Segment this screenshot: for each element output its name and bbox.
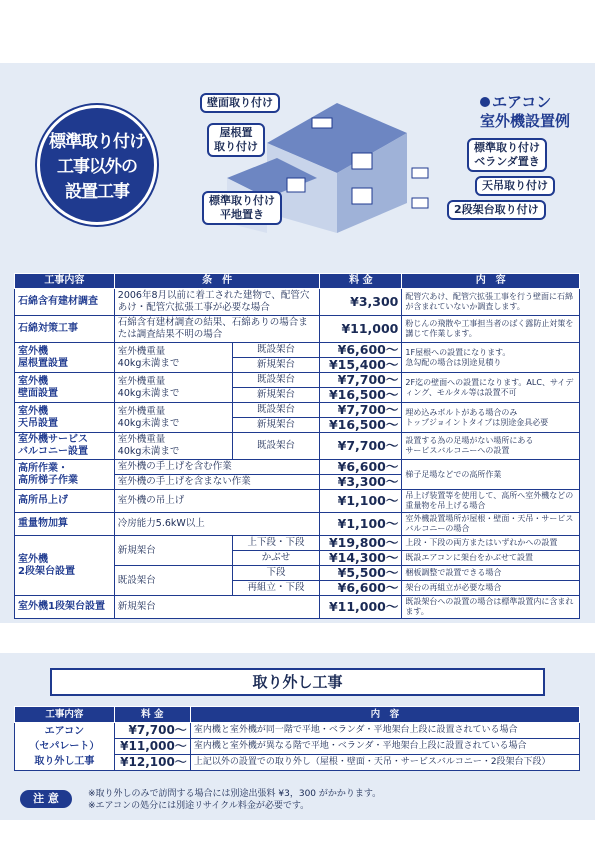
row-sub: 既設架台 [232,343,320,358]
row-desc: 配管穴あけ、配管穴拡張工事を行う壁面に石綿が含まれていないか調査します。 [402,289,580,316]
row-sub: かぶせ [232,551,320,566]
row-desc: 2F迄の壁面への設置になります。ALC、サイディング、モルタル等は設置不可 [402,373,580,403]
table-row [15,536,580,551]
row-price: ¥11,000 [320,316,402,343]
row-condition: 室外機重量 40kg未満まで [114,343,232,373]
row-price: ¥3,300 [320,289,402,316]
table-row [15,460,580,475]
header-item: 工事内容 [15,274,115,289]
row-price: ¥3,300～ [320,475,402,490]
header-content: 内 容 [190,707,579,723]
title-badge [37,105,157,225]
note-lines [88,788,381,812]
row-condition: 石綿含有建材調査の結果、石綿ありの場合または調査結果不明の場合 [114,316,320,343]
badge-line-3: 設置工事 [65,182,129,202]
table-row [15,289,580,316]
installation-fee-table [14,273,580,619]
table-row [15,596,580,619]
row-condition: 室外機の手上げを含まない作業 [114,475,320,490]
row-price: ¥1,100～ [320,513,402,536]
row-price: ¥1,100～ [320,490,402,513]
row-price: ¥11,000～ [320,596,402,619]
callout-standard-flat: 標準取り付け 平地置き [202,191,282,225]
row-price: ¥16,500～ [320,418,402,433]
row-condition: 室外機重量 40kg未満まで [114,373,232,403]
table-row [15,513,580,536]
table-header-row [15,707,580,723]
row-condition: 室外機重量 40kg未満まで [114,433,232,460]
row-price: ¥6,600～ [320,581,402,596]
row-condition: 冷房能力5.6kW以上 [114,513,320,536]
row-price: ¥5,500～ [320,566,402,581]
row-desc: 室外機設置場所が屋根・壁面・天吊・サービスバルコニーの場合 [402,513,580,536]
table-row [15,316,580,343]
row-price: ¥12,100～ [114,755,190,771]
row-desc: 上記以外の設置での取り外し（屋根・壁面・天吊・サービスバルコニー・2段架台下段） [190,755,579,771]
removal-panel [0,653,595,820]
note-line-2: ※エアコンの処分には別途リサイクル料金が必要です。 [88,801,310,811]
row-condition: 新規架台 [114,536,232,566]
row-item: 高所吊上げ [15,490,115,513]
row-price: ¥14,300～ [320,551,402,566]
row-condition: 既設架台 [114,566,232,596]
callout-two-stage: 2段架台取り付け [447,200,546,220]
badge-line-2: 工事以外の [57,157,137,177]
table-row [15,343,580,358]
header-price: 料 金 [320,274,402,289]
row-item: 室外機 2段架台設置 [15,536,115,596]
row-sub: 既設架台 [232,433,320,460]
row-desc: 既設エアコンに架台をかぶせて設置 [402,551,580,566]
row-price: ¥11,000～ [114,739,190,755]
removal-title: 取り外し工事 [50,668,545,696]
callout-standard-veranda: 標準取り付け ベランダ置き [467,138,547,172]
header-content: 内 容 [402,274,580,289]
row-item: 室外機 屋根置設置 [15,343,115,373]
row-price: ¥7,700～ [114,723,190,739]
row-price: ¥19,800～ [320,536,402,551]
row-desc: 室内機と室外機が同一階で平地・ベランダ・平地架台上段に設置されている場合 [190,723,579,739]
table-row [15,433,580,460]
row-price: ¥7,700～ [320,373,402,388]
removal-fee-table [14,706,580,771]
row-desc: 室内機と室外機が異なる階で平地・ベランダ・平地架台上段に設置されている場合 [190,739,579,755]
header-price: 料 金 [114,707,190,723]
row-item: 石綿含有建材調査 [15,289,115,316]
example-title-line-2: 室外機設置例 [480,112,571,130]
caution-badge: 注 意 [20,790,72,808]
example-title-line-1: エアコン [492,93,552,111]
header-item: 工事内容 [15,707,115,723]
table-header-row [15,274,580,289]
row-price: ¥7,700～ [320,433,402,460]
row-sub: 既設架台 [232,403,320,418]
row-price: ¥16,500～ [320,388,402,403]
row-desc: 粉じんの飛散や工事担当者のばく露防止対策を講じて作業します。 [402,316,580,343]
example-title [480,93,570,131]
row-item: 重量物加算 [15,513,115,536]
installation-panel [0,63,595,623]
row-sub: 新規架台 [232,358,320,373]
row-desc: 設置する為の足場がない場所にある サービスバルコニーへの設置 [402,433,580,460]
row-item: 高所作業・ 高所梯子作業 [15,460,115,490]
badge-line-1: 標準取り付け [49,132,145,152]
note-line-1: ※取り外しのみで訪問する場合には別途出張料 ¥3，300 がかかります。 [88,789,382,799]
row-sub: 再組立・下段 [232,581,320,596]
row-desc: 上段・下段の両方またはいずれかへの設置 [402,536,580,551]
row-sub: 新規架台 [232,418,320,433]
row-price: ¥6,600～ [320,460,402,475]
row-price: ¥15,400～ [320,358,402,373]
row-item: 石綿対策工事 [15,316,115,343]
row-price: ¥7,700～ [320,403,402,418]
bullet-icon [480,97,490,107]
row-desc: 既設架台への設置の場合は標準設置内に含まれます。 [402,596,580,619]
callout-ceiling: 天吊取り付け [475,176,555,196]
row-condition: 室外機の手上げを含む作業 [114,460,320,475]
row-condition: 室外機重量 40kg未満まで [114,403,232,433]
table-row [15,373,580,388]
row-desc: 埋め込みボルトがある場合のみ トップジョイントタイプは別途金具必要 [402,403,580,433]
row-condition: 新規架台 [114,596,320,619]
callout-wall: 壁面取り付け [200,93,280,113]
row-desc: 架台の再組立が必要な場合 [402,581,580,596]
header-condition: 条 件 [114,274,320,289]
row-item: 室外機 天吊設置 [15,403,115,433]
row-condition: 2006年8月以前に着工された建物で、配管穴あけ・配管穴拡張工事が必要な場合 [114,289,320,316]
table-row [15,403,580,418]
row-desc: 1F屋根への設置になります。 急勾配の場合は別途見積り [402,343,580,373]
table-row [15,490,580,513]
hero-section [12,83,582,263]
removal-item: エアコン （セパレート） 取り外し工事 [15,723,115,771]
row-item: 室外機サービス バルコニー設置 [15,433,115,460]
row-desc: 吊上げ装置等を使用して、高所へ室外機などの重量物を吊上げる場合 [402,490,580,513]
table-row [15,723,580,739]
row-price: ¥6,600～ [320,343,402,358]
row-item: 室外機1段架台設置 [15,596,115,619]
row-sub: 下段 [232,566,320,581]
row-desc: 梱板調整で設置できる場合 [402,566,580,581]
callout-roof: 屋根置 取り付け [207,123,265,157]
row-sub: 既設架台 [232,373,320,388]
row-item: 室外機 壁面設置 [15,373,115,403]
row-condition: 室外機の吊上げ [114,490,320,513]
row-sub: 上下段・下段 [232,536,320,551]
row-sub: 新規架台 [232,388,320,403]
row-desc: 梯子足場などでの高所作業 [402,460,580,490]
